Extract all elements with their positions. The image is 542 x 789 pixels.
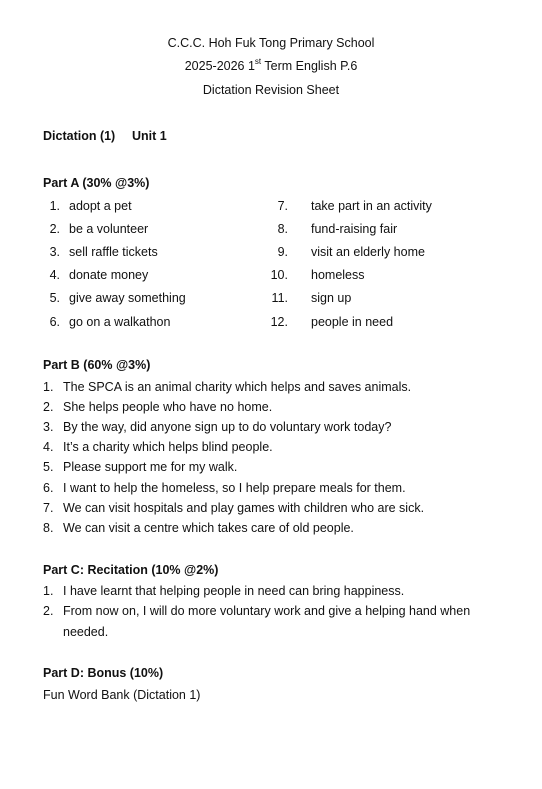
item-number: 1. <box>49 199 60 213</box>
item-number: 4. <box>43 440 54 454</box>
item-number: 8. <box>43 521 54 535</box>
sheet-subtitle: Dictation Revision Sheet <box>202 83 340 97</box>
item-number: 8. <box>277 222 288 236</box>
term-suffix: Term English P.6 <box>261 59 358 73</box>
item-text: homeless <box>311 268 365 282</box>
part-d-title: Part D: Bonus (10%) <box>43 666 164 680</box>
dictation-label: Dictation (1) <box>43 129 116 143</box>
item-text: donate money <box>69 268 149 282</box>
part-b-title: Part B (60% @3%) <box>43 358 151 372</box>
item-number: 2. <box>43 400 54 414</box>
item-text: From now on, I will do more voluntary work and give a helping hand when <box>63 604 471 618</box>
item-number: 7. <box>43 501 54 515</box>
item-number: 11. <box>271 291 288 305</box>
item-text: go on a walkathon <box>69 315 171 329</box>
item-text: be a volunteer <box>69 222 149 236</box>
unit-label: Unit 1 <box>132 129 167 143</box>
item-text: We can visit hospitals and play games with children who are sick. <box>63 501 425 515</box>
item-text: It’s a charity which helps blind people. <box>63 440 273 454</box>
term-superscript: st <box>254 56 262 66</box>
item-text: We can visit a centre which takes care of old people. <box>63 521 354 535</box>
item-text: sell raffle tickets <box>69 245 158 259</box>
item-number: 12. <box>270 315 288 329</box>
item-number: 5. <box>43 460 54 474</box>
item-text: fund-raising fair <box>311 222 398 236</box>
part-c-title: Part C: Recitation (10% @2%) <box>43 563 219 577</box>
item-number: 5. <box>49 291 60 305</box>
item-number: 4. <box>49 268 60 282</box>
school-name: C.C.C. Hoh Fuk Tong Primary School <box>167 36 375 50</box>
term-prefix: 2025-2026 1 <box>184 59 255 73</box>
item-text: I want to help the homeless, so I help prepare meals for them. <box>63 481 406 495</box>
item-number: 3. <box>43 420 54 434</box>
item-number: 7. <box>277 199 288 213</box>
part-a-title: Part A (30% @3%) <box>43 176 150 190</box>
item-text: By the way, did anyone sign up to do voluntary work today? <box>63 420 392 434</box>
item-text: I have learnt that helping people in need can bring happiness. <box>63 584 405 598</box>
item-number: 3. <box>49 245 60 259</box>
part-d-text: Fun Word Bank (Dictation 1) <box>43 688 201 702</box>
item-number: 1. <box>43 584 54 598</box>
item-text: She helps people who have no home. <box>63 400 273 414</box>
item-text: give away something <box>69 291 186 305</box>
item-text: Please support me for my walk. <box>63 460 238 474</box>
term-title <box>0 56 542 73</box>
item-text: sign up <box>311 291 352 305</box>
item-number: 1. <box>43 380 54 394</box>
item-number: 10. <box>270 268 288 282</box>
item-text-continued: needed. <box>63 625 109 639</box>
item-text: visit an elderly home <box>311 245 425 259</box>
item-text: The SPCA is an animal charity which helps and saves animals. <box>63 380 412 394</box>
item-text: people in need <box>311 315 394 329</box>
item-text: adopt a pet <box>69 199 132 213</box>
item-number: 2. <box>43 604 54 618</box>
item-number: 2. <box>49 222 60 236</box>
item-number: 9. <box>277 245 288 259</box>
item-number: 6. <box>49 315 60 329</box>
item-number: 6. <box>43 481 54 495</box>
item-text: take part in an activity <box>311 199 432 213</box>
